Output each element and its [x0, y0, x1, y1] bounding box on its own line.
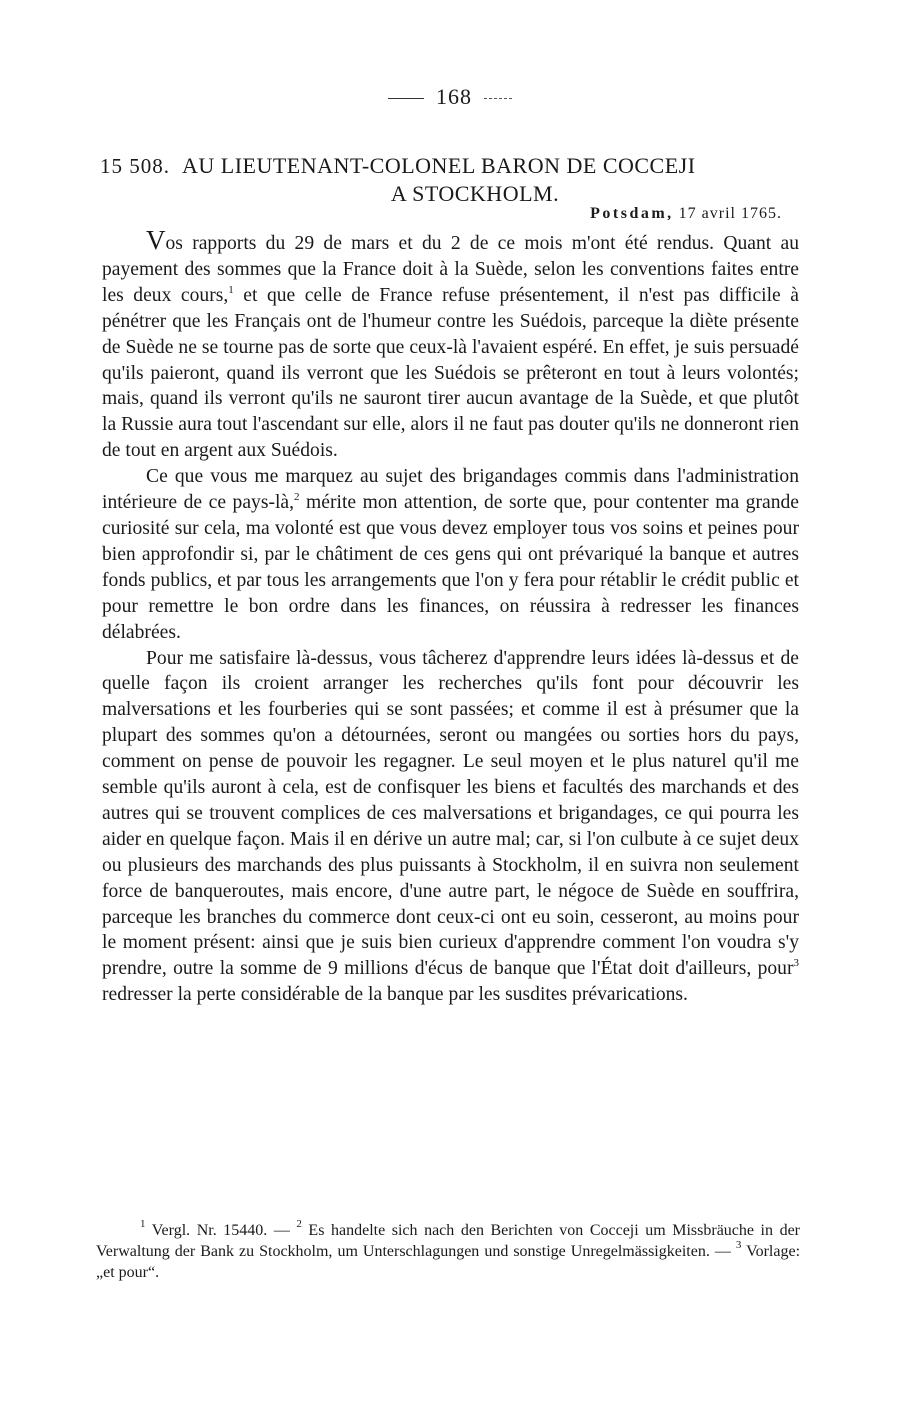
initial-letter: V — [146, 225, 166, 255]
footnote-2: Es handelte sich nach den Berichten von Cocceji um Missbräuche in der Verwaltung der Bank zu Stockholm, um Unterschlagungen und sonstige Unregelmässigkeiten. — — [96, 1222, 800, 1260]
footnote-ref-3: 3 — [793, 957, 799, 970]
page-number: 168 — [436, 84, 472, 109]
footnote-mark-1: 1 — [140, 1218, 146, 1230]
footnote-1: Vergl. Nr. 15440. — — [145, 1222, 297, 1239]
footnote-block — [96, 1220, 800, 1283]
document-title-line-2: A STOCKHOLM. — [390, 181, 560, 206]
footnote-ref-2: 2 — [294, 491, 300, 504]
paragraph-3 — [102, 646, 799, 1009]
document-number: 15 508. — [100, 154, 170, 178]
paragraph-3-text-a: Pour me satisfaire là-dessus, vous tâcherez d'apprendre leurs idées là-dessus et de quelle façon ils croient arranger les recherches qu'ils font pour découvrir les malversations et les fourberies qui se sont passées; et comme il est à présumer que la plupart des sommes qu'on a détournées, seront ou mangées ou sorties hors du pays, comment on pense de pouvoir les regagner. Le seul moyen et le plus naturel qu'il me semble qu'ils auront à cela, est de confisquer les biens et facultés des marchands et des autres qui se trouvent complices de ces malversations et brigandages, ce qui pourra les aider en quelque façon. Mais il en dérive un autre mal; car, si l'on culbute à ce sujet deux ou plusieurs des marchands des plus puissants à Stockholm, il en suivra non seulement force de banqueroutes, mais encore, d'une autre part, le négoce de Suède en souffrira, parceque les branches du commerce dont ceux-ci ont eu soin, cesseront, au moins pour le moment présent: ainsi que je suis bien curieux d'apprendre comment l'on voudra s'y prendre, outre la somme de 9 millions d'écus de banque que l'État doit d'ailleurs, pour — [102, 647, 799, 980]
dateline-place: Potsdam, — [590, 205, 674, 222]
paragraph-2-text-a: Ce que vous me marquez au sujet des brigandages commis dans l'administration intérieure de ce pays-là, — [102, 466, 799, 514]
header-rule-left — [388, 98, 424, 99]
dateline-date: 17 avril 1765. — [678, 205, 782, 222]
paragraph-3-text-b: redresser la perte considérable de la banque par les susdites prévarications. — [102, 984, 688, 1006]
paragraph-2 — [102, 464, 799, 645]
footnote-mark-2: 2 — [296, 1218, 302, 1230]
paragraph-2-text-b: mérite mon attention, de sorte que, pour contenter ma grande curiosité sur cela, ma volonté est que vous devez employer tous vos soins et peines pour bien approfondir si, par le châtiment de ces gens qui ont prévariqué la banque et autres fonds publics, et par tous les arrangements que l'on y fera pour rétablir le crédit public et pour remettre le bon ordre dans les finances, on réussira à redresser les finances délabrées. — [102, 492, 799, 643]
letter-body — [102, 225, 799, 1008]
footnote-ref-1: 1 — [228, 283, 234, 296]
footnote-mark-3: 3 — [735, 1239, 742, 1251]
footnote-3: Vorlage: „et pour“. — [96, 1243, 801, 1281]
paragraph-1-text-b: et que celle de France refuse présentement, il n'est pas difficile à pénétrer que les Français ont de l'humeur contre les Suédois, parceque la diète présente de Suède ne se tourne pas de sorte que ceux-là l'avaient espéré. En effet, je suis persuadé qu'ils paieront, quand ils verront que les Suédois se prêteront en tout à leurs volontés; mais, quand ils verront qu'ils ne sauront tirer aucun avantage de la Suède, et que plutôt la Russie aura tout l'ascendant sur elle, alors il ne faut pas douter qu'ils ne donneront rien de tout en argent aux Suédois. — [102, 284, 799, 462]
document-heading — [100, 152, 800, 207]
document-title-line-1: AU LIEUTENANT-COLONEL BARON DE COCCEJI — [182, 153, 696, 178]
dateline — [590, 205, 782, 223]
paragraph-1 — [102, 225, 799, 464]
header-rule-right — [484, 98, 512, 99]
page-header — [0, 84, 900, 110]
paragraph-1-text-a: os rapports du 29 de mars et du 2 de ce mois m'ont été rendus. Quant au payement des sommes que la France doit à la Suède, selon les conventions faites entre les deux cours, — [102, 233, 799, 306]
footnotes — [96, 1220, 800, 1283]
